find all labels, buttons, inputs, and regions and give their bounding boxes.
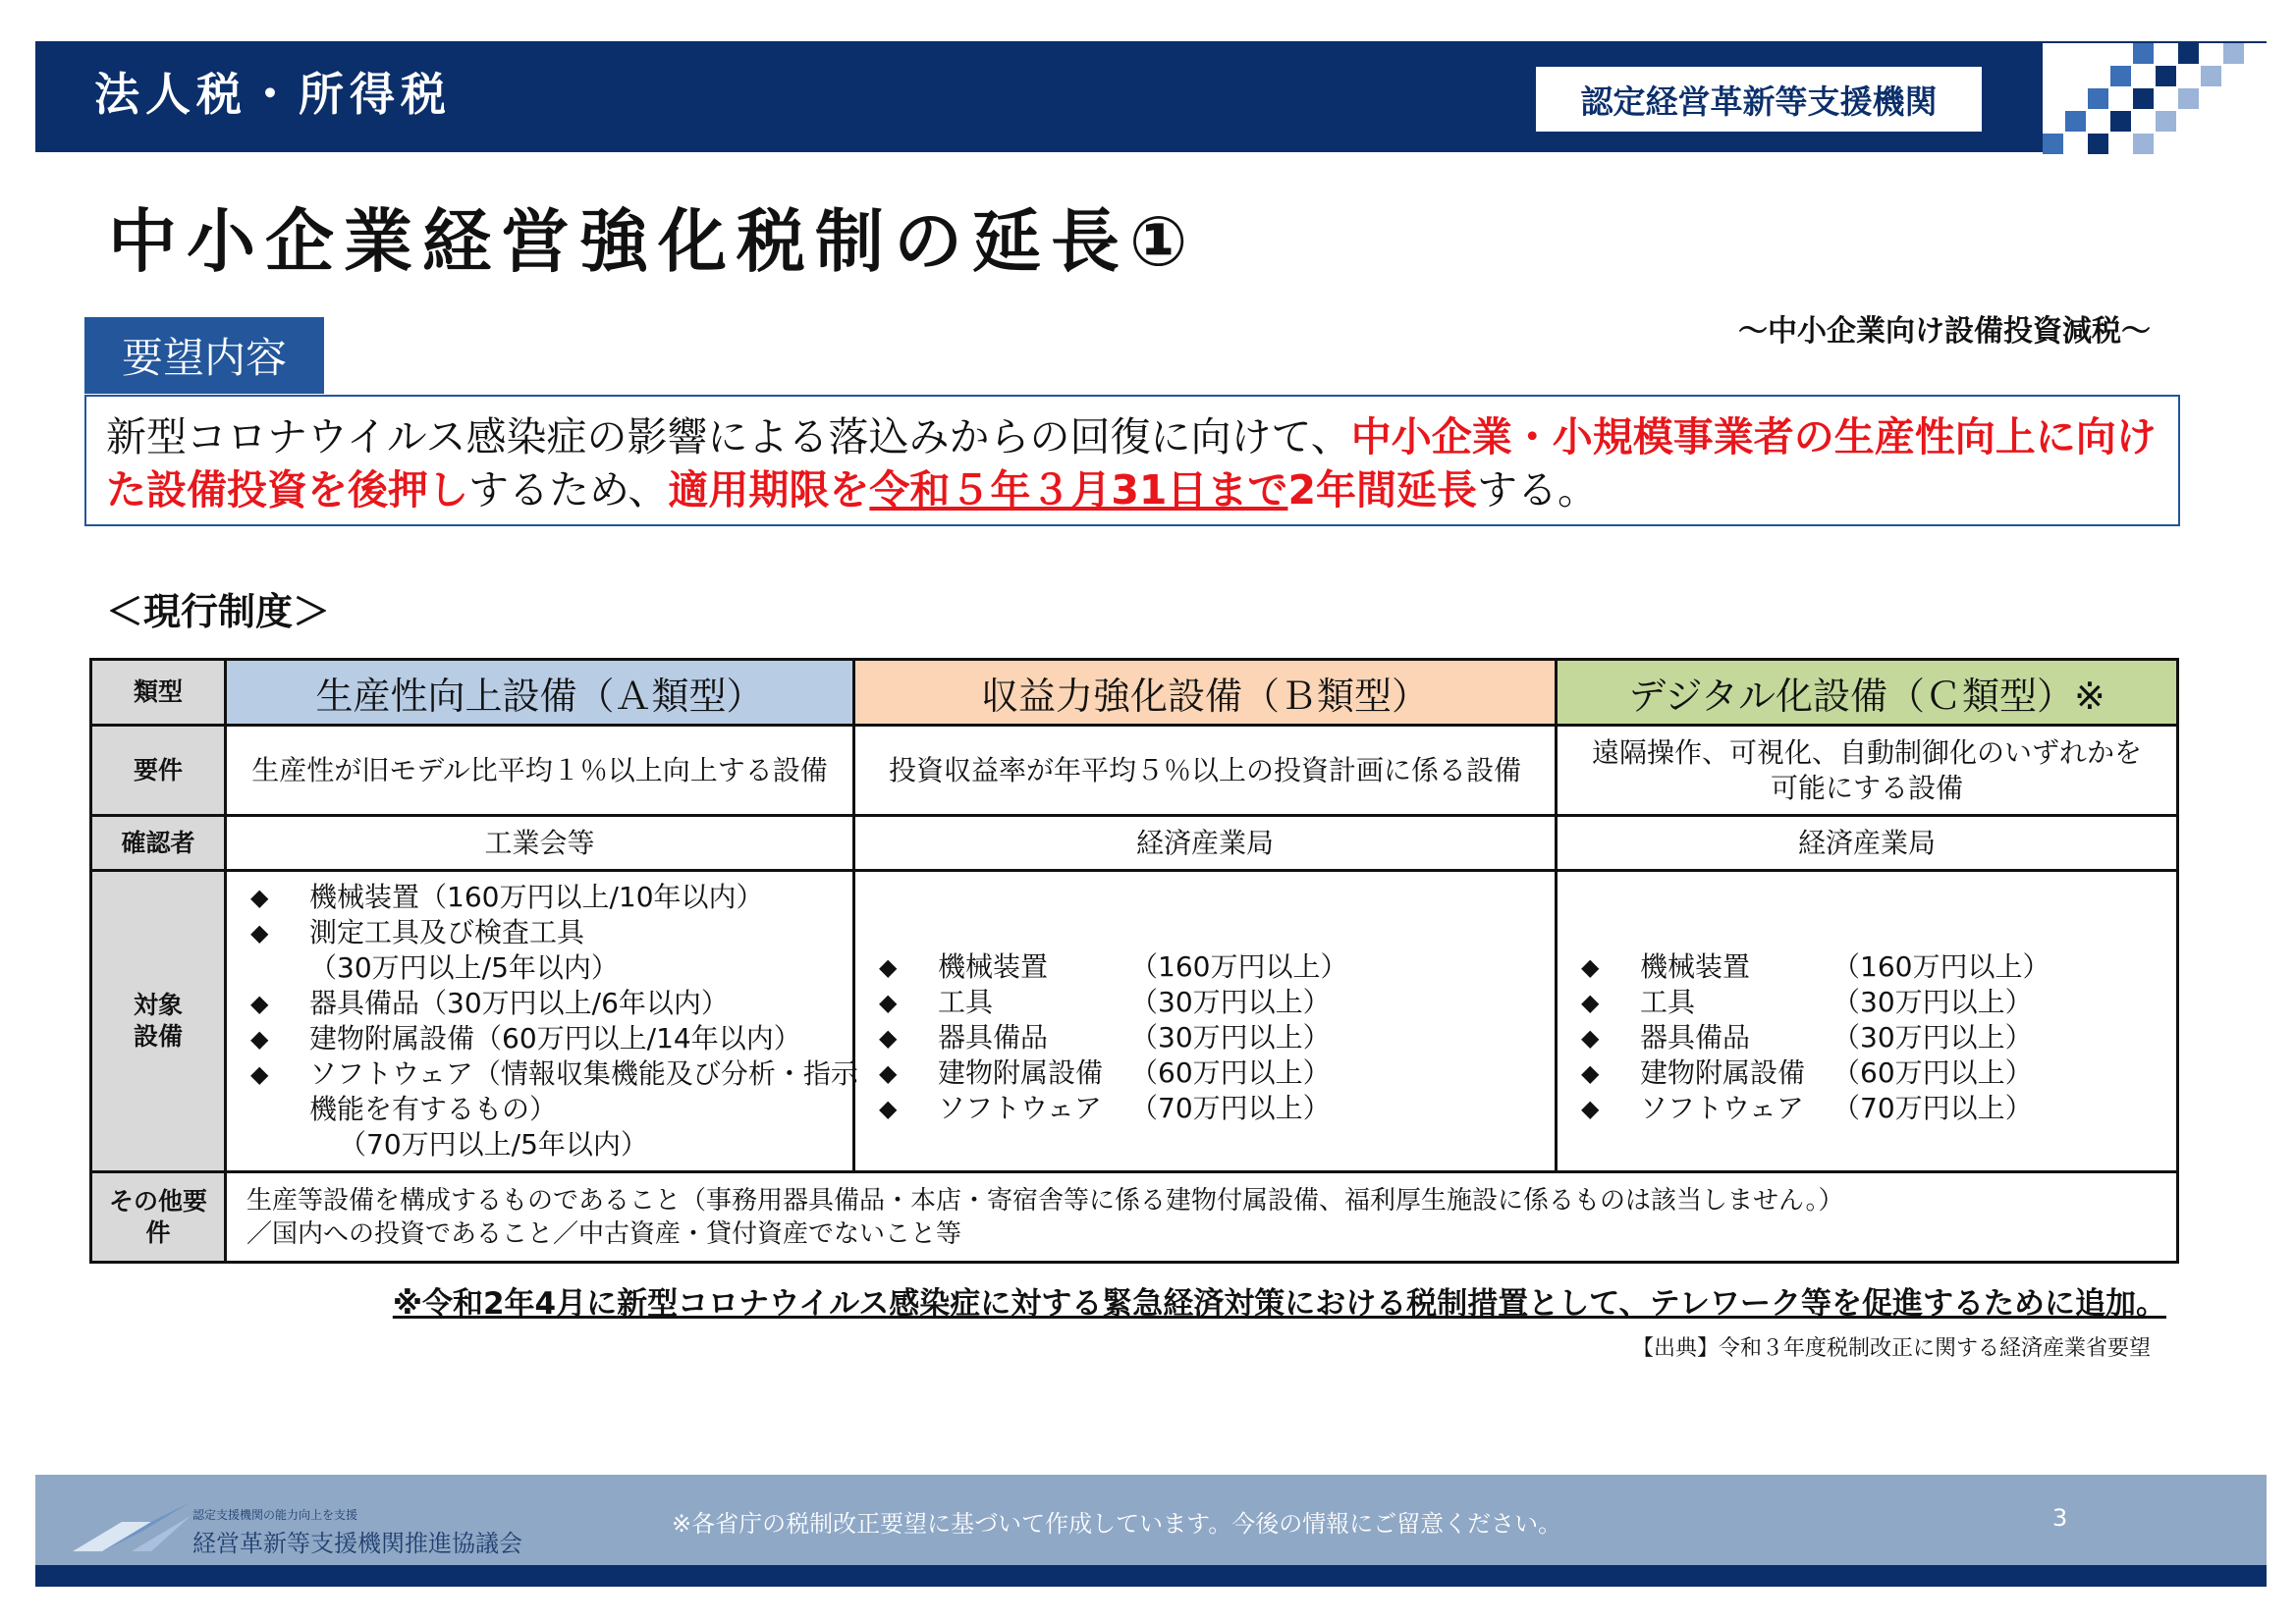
equipment-name: 工具 <box>1640 986 1696 1018</box>
request-label: 要望内容 <box>84 317 324 394</box>
equipment-item <box>879 985 1555 1020</box>
equipment-name: 器具備品（30万円以上/6年以内） <box>309 987 729 1019</box>
equipment-threshold: （30万円以上） <box>1130 986 1331 1018</box>
other-requirements <box>226 1172 2178 1263</box>
request-text-7: する。 <box>1476 466 1598 514</box>
equipment-item <box>1581 1055 2176 1091</box>
equipment-list-c <box>1558 912 2176 1130</box>
diamond-bullet-icon: ◆ <box>1581 1095 1600 1122</box>
diamond-bullet-icon: ◆ <box>250 990 269 1017</box>
column-header-c: デジタル化設備（Ｃ類型）※ <box>1557 660 2178 726</box>
equipment-threshold: （30万円以上） <box>1832 986 2033 1018</box>
other-requirements-line-2: ／国内への投資であること／中古資産・貸付資産でないこと等 <box>246 1218 962 1249</box>
target-equipment-b <box>854 871 1557 1172</box>
footer-org-tagline: 認定支援機関の能力向上を支援 <box>192 1508 358 1522</box>
column-header-a: 生産性向上設備（Ａ類型） <box>226 660 854 726</box>
equipment-threshold: （30万円以上） <box>1832 1021 2033 1054</box>
page-title: 中小企業経営強化税制の延長① <box>108 201 1198 282</box>
equipment-item <box>879 1020 1555 1055</box>
confirmer-a: 工業会等 <box>226 816 854 871</box>
row-label-target-2: 設備 <box>133 1022 183 1051</box>
row-label-target-1: 対象 <box>133 991 183 1019</box>
equipment-item <box>250 1127 852 1163</box>
row-label-target <box>91 871 226 1172</box>
equipment-item <box>250 986 852 1021</box>
request-extension: 2年間延長 <box>1287 466 1477 514</box>
equipment-name: 建物附属設備（60万円以上/14年以内） <box>309 1022 801 1055</box>
request-deadline: 令和５年３月31日まで <box>869 466 1288 514</box>
footer-note: ※各省庁の税制改正要望に基づいて作成しています。今後の情報にご留意ください。 <box>672 1510 1562 1538</box>
equipment-name: 工具 <box>938 986 994 1018</box>
diamond-bullet-icon: ◆ <box>879 1024 898 1052</box>
equipment-threshold: （60万円以上） <box>1832 1056 2033 1089</box>
diamond-bullet-icon: ◆ <box>879 1095 898 1122</box>
diamond-bullet-icon: ◆ <box>879 989 898 1016</box>
page-number: 3 <box>2052 1504 2068 1532</box>
row-label-confirmer: 確認者 <box>91 816 226 871</box>
target-equipment-c <box>1557 871 2178 1172</box>
equipment-name: 機械装置 <box>938 950 1049 983</box>
request-text-2: 中小企業・小規模事業者の生産性向上に向けた設備投資を後押し <box>106 413 2157 514</box>
equipment-name: 機械装置 <box>1640 950 1751 983</box>
equipment-name: ソフトウェア（情報収集機能及び分析・指示 <box>309 1057 858 1090</box>
request-text-3: するため、 <box>468 466 669 514</box>
equipment-item <box>250 950 852 986</box>
table-row <box>91 726 2178 816</box>
footnote: ※令和2年4月に新型コロナウイルス感染症に対する緊急経済対策における税制措置として、テレワーク等を促進するために追加。 <box>392 1286 2166 1322</box>
requirement-c-line-1: 遠隔操作、可視化、自動制御化のいずれかを <box>1591 735 2142 769</box>
equipment-name: 機能を有するもの） <box>309 1093 558 1125</box>
equipment-item <box>1581 985 2176 1020</box>
equipment-item <box>250 1021 852 1056</box>
requirement-c <box>1557 726 2178 816</box>
header-band <box>35 41 2267 152</box>
diamond-bullet-icon: ◆ <box>1581 1024 1600 1052</box>
diamond-bullet-icon: ◆ <box>879 1059 898 1087</box>
equipment-threshold: （160万円以上） <box>1130 950 1348 983</box>
section-label: ＜現行制度＞ <box>106 590 331 633</box>
equipment-name: 器具備品 <box>938 1021 1049 1054</box>
request-box <box>84 395 2180 526</box>
diamond-bullet-icon: ◆ <box>250 919 269 947</box>
diamond-bullet-icon: ◆ <box>1581 1059 1600 1087</box>
equipment-name: ソフトウェア <box>938 1092 1102 1124</box>
equipment-threshold: （160万円以上） <box>1832 950 2050 983</box>
row-label-other-2: 件 <box>145 1217 171 1247</box>
equipment-list-a <box>227 876 858 1166</box>
table-row <box>91 816 2178 871</box>
equipment-item <box>250 915 852 950</box>
row-label-other-1: その他要 <box>108 1186 207 1216</box>
equipment-name: （30万円以上/5年以内） <box>309 951 619 984</box>
checker-pattern-decoration <box>2043 43 2269 154</box>
diamond-bullet-icon: ◆ <box>250 884 269 911</box>
requirement-b: 投資収益率が年平均５％以上の投資計画に係る設備 <box>854 726 1557 816</box>
equipment-item <box>1581 1020 2176 1055</box>
table-row <box>91 660 2178 726</box>
diamond-bullet-icon: ◆ <box>250 1060 269 1088</box>
council-logo-icon <box>73 1502 191 1551</box>
confirmer-b: 経済産業局 <box>854 816 1557 871</box>
diamond-bullet-icon: ◆ <box>1581 953 1600 981</box>
row-label-other <box>91 1172 226 1263</box>
certification-badge: 認定経営革新等支援機関 <box>1536 67 1982 132</box>
category-title: 法人税・所得税 <box>94 68 452 121</box>
equipment-item <box>879 949 1555 985</box>
diamond-bullet-icon: ◆ <box>1581 989 1600 1016</box>
requirement-c-line-2: 可能にする設備 <box>1770 771 1963 804</box>
column-header-b: 収益力強化設備（Ｂ類型） <box>854 660 1557 726</box>
equipment-name: 建物附属設備 <box>938 1056 1104 1089</box>
equipment-item <box>1581 949 2176 985</box>
equipment-threshold: （30万円以上） <box>1130 1021 1331 1054</box>
equipment-item <box>250 880 852 915</box>
equipment-threshold: （70万円以上） <box>1832 1092 2033 1124</box>
equipment-name: 器具備品 <box>1640 1021 1751 1054</box>
equipment-item <box>879 1055 1555 1091</box>
requirement-a: 生産性が旧モデル比平均１％以上向上する設備 <box>226 726 854 816</box>
equipment-item <box>250 1056 858 1092</box>
tax-system-table <box>89 658 2179 1264</box>
row-label-requirement: 要件 <box>91 726 226 816</box>
equipment-threshold: （60万円以上） <box>1130 1056 1331 1089</box>
equipment-name: 測定工具及び検査工具 <box>309 916 585 948</box>
equipment-item <box>879 1091 1555 1126</box>
footer-org-name: 経営革新等支援機関推進協議会 <box>192 1530 522 1557</box>
equipment-list-b <box>855 912 1555 1130</box>
equipment-name: （70万円以上/5年以内） <box>339 1128 648 1161</box>
request-text-4: 適用期限を <box>668 466 870 514</box>
footer-bottom-bar <box>35 1565 2267 1587</box>
table-row <box>91 1172 2178 1263</box>
equipment-threshold: （70万円以上） <box>1130 1092 1331 1124</box>
diamond-bullet-icon: ◆ <box>250 1025 269 1053</box>
request-text-1: 新型コロナウイルス感染症の影響による落込みからの回復に向けて、 <box>106 413 1351 460</box>
equipment-name: ソフトウェア <box>1640 1092 1804 1124</box>
target-equipment-a <box>226 871 858 1172</box>
other-requirements-line-1: 生産等設備を構成するものであること（事務用器具備品・本店・寄宿舎等に係る建物付属設備、福利厚生施設に係るものは該当しません。） <box>246 1185 1844 1216</box>
table-row <box>91 871 2178 1172</box>
equipment-item <box>250 1092 852 1127</box>
source-citation: 【出典】令和３年度税制改正に関する経済産業省要望 <box>1631 1336 2151 1361</box>
page-subtitle: ～中小企業向け設備投資減税～ <box>1738 314 2151 349</box>
confirmer-c: 経済産業局 <box>1557 816 2178 871</box>
row-label-type: 類型 <box>91 660 226 726</box>
diamond-bullet-icon: ◆ <box>879 953 898 981</box>
equipment-name: 機械装置（160万円以上/10年以内） <box>309 881 764 913</box>
equipment-item <box>1581 1091 2176 1126</box>
equipment-name: 建物附属設備 <box>1640 1056 1806 1089</box>
